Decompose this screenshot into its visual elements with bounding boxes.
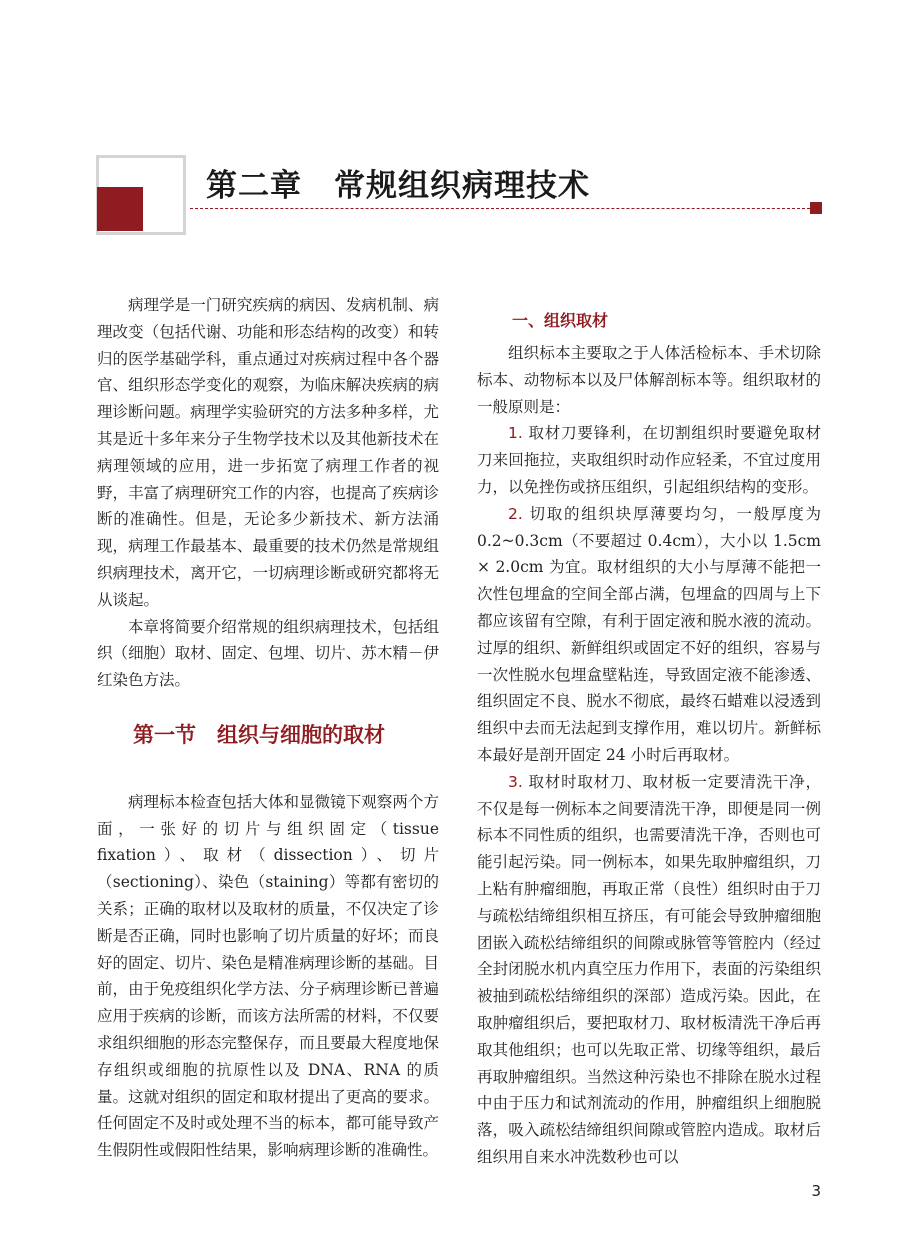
list-item-2-number: 2. (508, 504, 523, 523)
list-item-3-text: 取材时取材刀、取材板一定要清洗干净，不仅是每一例标本之间要清洗干净，即便是同一例标本不同性质的组织，也需要清洗干净，否则也可能引起污染。同一例标本，如果先取肿瘤组织，刀上粘有肿瘤细胞，再取正常（良性）组织时由于刀与疏松结缔组织相互挤压，有可能会导致肿瘤细胞团嵌入疏松结缔组织的间隙或脉管等管腔内（经过全封闭脱水机内真空压力作用下，表面的污染组织被抽到疏松结缔组织的深部）造成污染。因此，在取肿瘤组织后，要把取材刀、取材板清洗干净后再取其他组织；也可以先取正常、切缘等组织，最后再取肿瘤组织。当然这种污染也不排除在脱水过程中由于压力和试剂流动的作用，肿瘤组织上细胞脱落，吸入疏松结缔组织间隙或管腔内造成。取材后组织用自来水冲洗数秒也可以 (477, 772, 821, 1166)
list-item-1-number: 1. (508, 424, 523, 443)
section-paragraph-1: 病理标本检查包括大体和显微镜下观察两个方面，一张好的切片与组织固定（tissue fixation）、取材（dissection）、切片（sectioning）、染色（staining）等都有密切的关系；正确的取材以及取材的质量，不仅决定了诊断是否正确，同时也影响了切片质量的好坏；而良好的固定、切片、染色是精准病理诊断的基础。目前，由于免疫组织化学方法、分子病理诊断已普遍应用于疾病的诊断，而该方法所需的材料，不仅要求组织细胞的形态完整保存，而且要最大程度地保存组织或细胞的抗原性以及 DNA、RNA 的质量。这就对组织的固定和取材提出了更高的要求。任何固定不及时或处理不当的标本，都可能导致产生假阴性或假阳性结果，影响病理诊断的准确性。 (97, 792, 439, 1160)
intro-paragraph-1: 病理学是一门研究疾病的病因、发病机制、病理改变（包括代谢、功能和形态结构的改变）和转归的医学基础学科，重点通过对疾病过程中各个器官、组织形态学变化的观察，为临床解决疾病的病理诊断问题。病理学实验研究的方法多种多样，尤其是近十多年来分子生物学技术以及其他新技术在病理领域的应用，进一步拓宽了病理工作者的视野，丰富了病理研究工作的内容，也提高了疾病诊断的准确性。但是，无论多少新技术、新方法涌现，病理工作最基本、最重要的技术仍然是常规组织病理技术，离开它，一切病理诊断或研究都将无从谈起。 (97, 296, 439, 609)
list-item-2 (477, 501, 821, 769)
title-rule-end-square (810, 202, 822, 214)
list-item-1-text: 取材刀要锋利，在切割组织时要避免取材刀来回拖拉，夹取组织时动作应轻柔，不宜过度用力，以免挫伤或挤压组织，引起组织结构的变形。 (477, 424, 821, 496)
subsection-paragraph-1: 组织标本主要取之于人体活检标本、手术切除标本、动物标本以及尸体解剖标本等。组织取材的一般原则是： (477, 344, 821, 416)
right-column (477, 340, 821, 1171)
page-number: 3 (811, 1182, 821, 1200)
list-item-3 (477, 769, 821, 1171)
left-column (97, 292, 439, 1164)
list-item-1 (477, 420, 821, 500)
intro-paragraph-2: 本章将简要介绍常规的组织病理技术，包括组织（细胞）取材、固定、包埋、切片、苏木精－伊红染色方法。 (97, 617, 439, 690)
section-heading: 第一节 组织与细胞的取材 (133, 722, 385, 747)
subsection-heading: 一、组织取材 (512, 311, 609, 330)
title-dashed-rule (190, 208, 810, 209)
list-item-3-number: 3. (508, 772, 523, 791)
list-item-2-text: 切取的组织块厚薄要均匀，一般厚度为 0.2~0.3cm（不要超过 0.4cm），大小以 1.5cm × 2.0cm 为宜。取材组织的大小与厚薄不能把一次性包埋盒的空间全部占满，包埋盒的四周与上下都应该留有空隙，有利于固定液和脱水液的流动。过厚的组织、新鲜组织或固定不好的组织，容易与一次性脱水包埋盒壁粘连，导致固定液不能渗透、组织固定不良、脱水不彻底，最终石蜡难以浸透到组织中去而无法起到支撑作用，难以切片。新鲜标本最好是剖开固定 24 小时后再取材。 (477, 504, 821, 764)
chapter-decoration-block (97, 187, 143, 231)
chapter-title: 第二章 常规组织病理技术 (206, 168, 590, 204)
